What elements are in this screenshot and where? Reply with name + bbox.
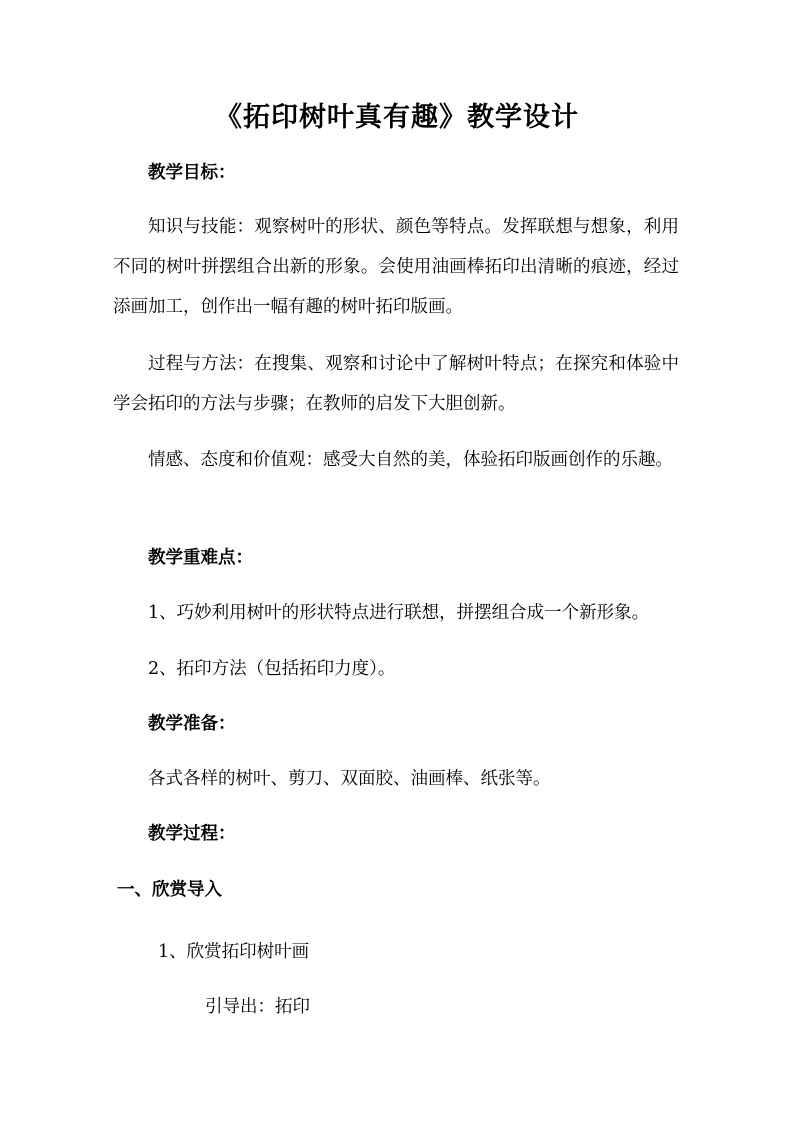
key-point-2: 2、拓印方法（包括拓印力度）。 <box>148 659 396 679</box>
objectives-heading: 教学目标： <box>148 163 236 183</box>
objective-process-paragraph: 过程与方法：在搜集、观察和讨论中了解树叶特点；在探究和体验中学会拓印的方法与步骤；在教师的启发下大胆创新。 <box>113 354 679 414</box>
key-points-heading: 教学重难点： <box>148 548 253 568</box>
objective-emotion-paragraph: 情感、态度和价值观：感受大自然的美，体验拓印版画创作的乐趣。 <box>148 450 673 470</box>
key-point-1: 1、巧妙利用树叶的形状特点进行联想，拼摆组合成一个新形象。 <box>148 603 650 623</box>
objective-knowledge-paragraph: 知识与技能：观察树叶的形状、颜色等特点。发挥联想与想象，利用不同的树叶拼摆组合出新的形象。会使用油画棒拓印出清晰的痕迹，经过添画加工，创作出一幅有趣的树叶拓印版画。 <box>113 217 679 317</box>
part-one-item-1-note: 引导出：拓印 <box>205 997 310 1017</box>
preparation-text: 各式各样的树叶、剪刀、双面胶、油画棒、纸张等。 <box>148 769 551 789</box>
part-one-heading: 一、欣赏导入 <box>117 880 222 900</box>
preparation-heading: 教学准备： <box>148 714 236 734</box>
part-one-item-1: 1、欣赏拓印树叶画 <box>158 942 310 962</box>
process-heading: 教学过程： <box>148 824 236 844</box>
document-title: 《拓印树叶真有趣》教学设计 <box>215 102 579 133</box>
